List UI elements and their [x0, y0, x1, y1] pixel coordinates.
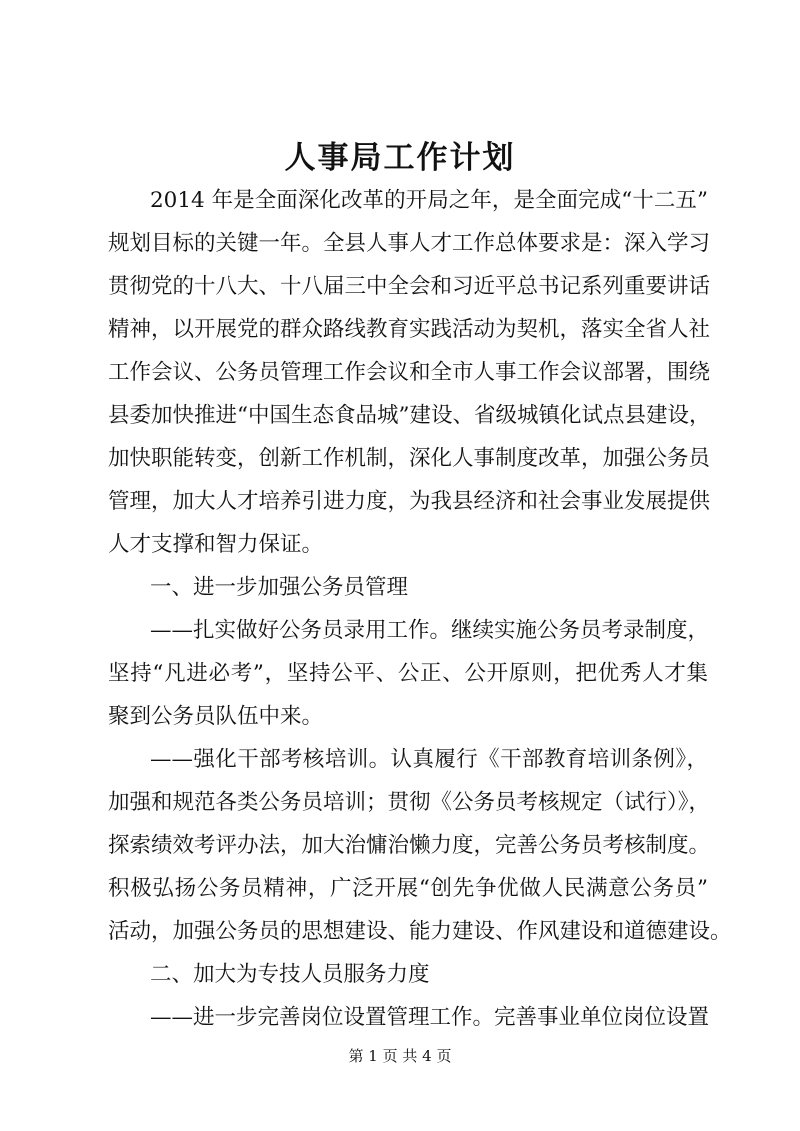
- body-line: 活动，加强公务员的思想建设、能力建设、作风建设和道德建设。: [108, 919, 732, 944]
- body-line: 积极弘扬公务员精神，广泛开展“创先争优做人民满意公务员”: [108, 876, 708, 901]
- body-line: 聚到公务员队伍中来。: [108, 704, 324, 729]
- body-line: 加强和规范各类公务员培训；贯彻《公务员考核规定（试行）》，: [108, 790, 711, 815]
- page-footer: 第 1 页 共 4 页: [348, 1047, 452, 1065]
- body-line: 坚持“凡进必考”，坚持公平、公正、公开原则，把优秀人才集: [108, 661, 708, 686]
- body-line: 精神，以开展党的群众路线教育实践活动为契机，落实全省人社: [108, 317, 711, 342]
- body-line: 县委加快推进“中国生态食品城”建设、省级城镇化试点县建设，: [108, 403, 711, 428]
- body-line: 2014 年是全面深化改革的开局之年，是全面完成“十二五”: [150, 188, 708, 213]
- body-line: 规划目标的关键一年。全县人事人才工作总体要求是：深入学习: [108, 231, 711, 256]
- body-line: 探索绩效考评办法，加大治慵治懒力度，完善公务员考核制度。: [108, 833, 711, 858]
- body-line: 管理，加大人才培养引进力度，为我县经济和社会事业发展提供: [108, 489, 711, 514]
- section-heading: 二、加大为专技人员服务力度: [150, 962, 430, 987]
- body-line: 加快职能转变，创新工作机制，深化人事制度改革，加强公务员: [108, 446, 711, 471]
- body-line: 工作会议、公务员管理工作会议和全市人事工作会议部署，围绕: [108, 360, 711, 385]
- body-line: ——扎实做好公务员录用工作。继续实施公务员考录制度，: [150, 618, 710, 643]
- body-line: 人才支撑和智力保证。: [108, 532, 324, 557]
- body-line: ——强化干部考核培训。认真履行《干部教育培训条例》，: [150, 747, 708, 772]
- body-line: ——进一步完善岗位设置管理工作。完善事业单位岗位设置: [150, 1005, 710, 1030]
- document-title: 人事局工作计划: [284, 140, 516, 176]
- section-heading: 一、进一步加强公务员管理: [150, 575, 409, 600]
- body-line: 贯彻党的十八大、十八届三中全会和习近平总书记系列重要讲话: [108, 274, 711, 299]
